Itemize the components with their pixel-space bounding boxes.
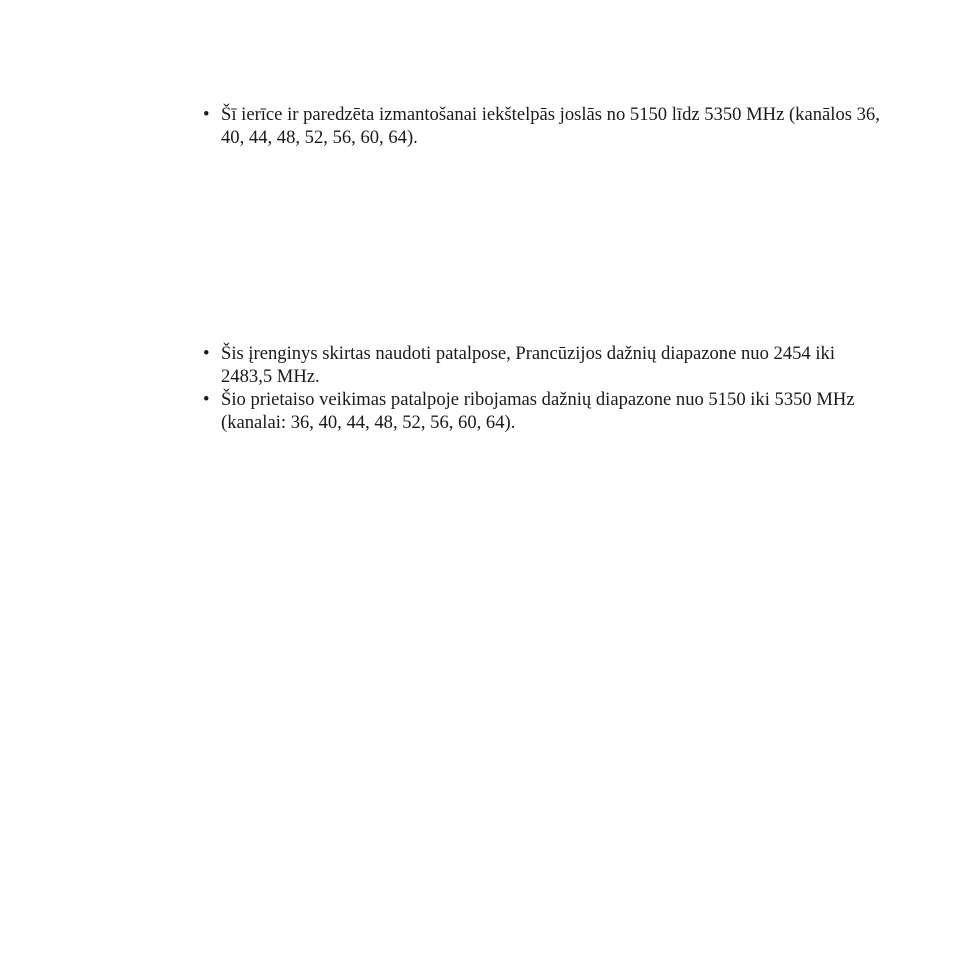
lithuanian-notice-item-indoor	[203, 342, 883, 388]
latvian-notice-item	[203, 103, 883, 149]
bullet-icon: •	[203, 343, 210, 364]
latvian-notice-list	[203, 103, 883, 149]
bullet-icon: •	[203, 389, 210, 410]
bullet-icon: •	[203, 104, 210, 125]
lithuanian-notice-list	[203, 342, 883, 434]
latvian-notice-text: Šī ierīce ir paredzēta izmantošanai iekštelpās joslās no 5150 līdz 5350 MHz (kanālos 36, 40, 44, 48, 52, 56, 60, 64).	[221, 104, 880, 148]
lithuanian-notice-item-channels	[203, 388, 883, 434]
lithuanian-notice-text: Šis įrenginys skirtas naudoti patalpose, Prancūzijos dažnių diapazone nuo 2454 iki 2483,5 MHz.	[221, 343, 835, 387]
lithuanian-notice-text: Šio prietaiso veikimas patalpoje ribojamas dažnių diapazone nuo 5150 iki 5350 MHz (kanalai: 36, 40, 44, 48, 52, 56, 60, 64).	[221, 389, 855, 433]
